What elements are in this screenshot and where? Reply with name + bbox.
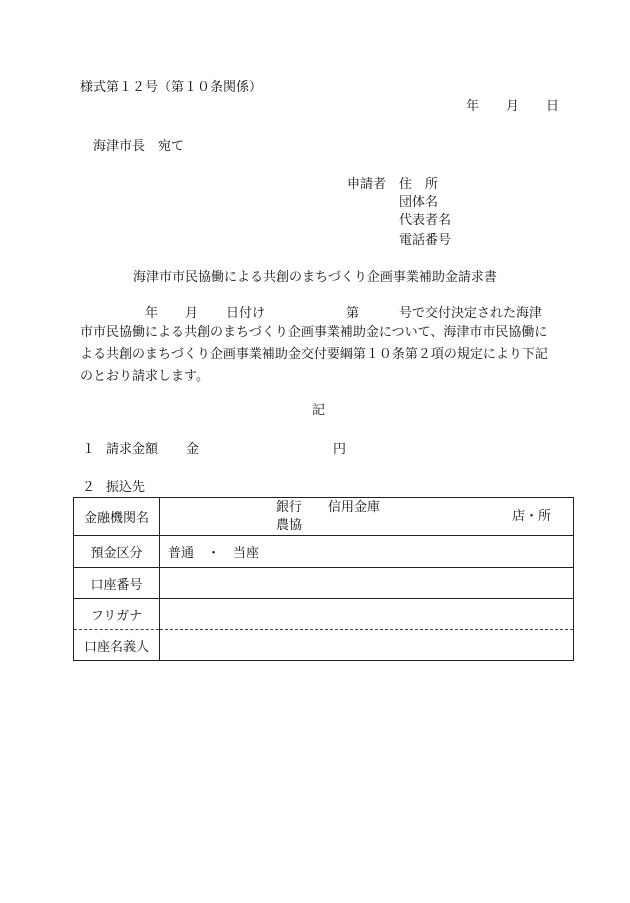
account-holder-field[interactable] xyxy=(160,630,574,661)
document-title: 海津市市民協働による共創のまちづくり企画事業補助金請求書 xyxy=(133,270,497,285)
financial-institution-label: 金融機関名 xyxy=(74,498,160,536)
ki-heading: 記 xyxy=(312,403,326,418)
applicant-phone: 電話番号 xyxy=(399,233,452,248)
deposit-type-field[interactable] xyxy=(160,536,574,568)
date-year: 年 xyxy=(466,99,480,114)
item1-number: １ xyxy=(82,442,96,457)
table-row xyxy=(74,630,574,661)
item2-number: ２ xyxy=(82,480,96,495)
date-day: 日 xyxy=(546,99,560,114)
body-paragraph xyxy=(80,322,558,388)
applicant-label: 申請者 xyxy=(347,177,387,192)
lead-year: 年 xyxy=(145,306,159,321)
account-number-label: 口座番号 xyxy=(74,568,160,599)
bank-account-table xyxy=(73,497,574,661)
lead-dated: 日付け xyxy=(226,306,266,321)
financial-institution-field[interactable] xyxy=(160,498,574,536)
option-shinkin: 信用金庫 xyxy=(328,500,381,515)
addressee: 海津市長 宛て xyxy=(93,139,185,154)
deposit-type-label: 預金区分 xyxy=(74,536,160,568)
item1-yen: 円 xyxy=(333,442,347,457)
table-row xyxy=(74,498,574,536)
option-bank: 銀行 xyxy=(276,500,303,515)
item2-label: 振込先 xyxy=(106,480,146,495)
form-number: 様式第１２号（第１０条関係） xyxy=(80,80,263,95)
body-line: よる共創のまちづくり企画事業補助金交付要綱第１０条第２項の規定により下記 xyxy=(80,347,548,362)
applicant-representative: 代表者名 xyxy=(399,213,452,228)
body-line: 市市民協働による共創のまちづくり企画事業補助金について、海津市市民協働に xyxy=(80,325,548,340)
date-month: 月 xyxy=(506,99,520,114)
furigana-label: フリガナ xyxy=(74,599,160,630)
table-row xyxy=(74,568,574,599)
deposit-type-options: 普通 ・ 当座 xyxy=(168,546,260,561)
lead-rest: 号で交付決定された海津 xyxy=(399,306,543,321)
lead-month: 月 xyxy=(185,306,199,321)
account-number-field[interactable] xyxy=(160,568,574,599)
branch-suffix: 店・所 xyxy=(512,509,552,524)
item1-label: 請求金額 xyxy=(106,442,159,457)
table-row xyxy=(74,536,574,568)
table-row xyxy=(74,599,574,630)
body-line: のとおり請求します。 xyxy=(80,369,209,384)
lead-number-prefix: 第 xyxy=(346,306,360,321)
applicant-address: 住 所 xyxy=(399,177,439,192)
furigana-field[interactable] xyxy=(160,599,574,630)
account-holder-label: 口座名義人 xyxy=(74,630,160,661)
item1-kin: 金 xyxy=(186,442,200,457)
applicant-group-name: 団体名 xyxy=(399,195,439,210)
option-nokyo: 農協 xyxy=(276,518,303,533)
